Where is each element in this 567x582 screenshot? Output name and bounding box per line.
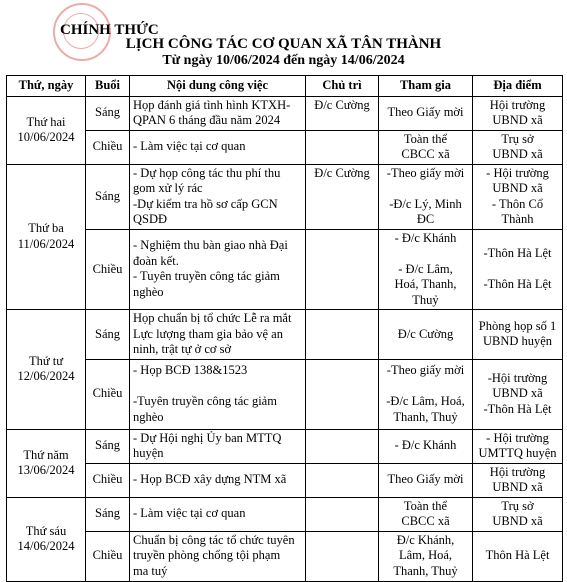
location-cell (473, 463, 563, 497)
content-cell-line: - Dự Hội nghị Ủy ban MTTQ (133, 430, 282, 445)
session-cell: Chiều (86, 359, 130, 429)
content-cell (130, 229, 306, 310)
location-cell (473, 164, 563, 229)
participants-cell (379, 429, 473, 463)
location-cell (473, 359, 563, 429)
content-cell (130, 96, 306, 130)
table-header-row (7, 76, 563, 97)
table-row (7, 359, 563, 429)
host-cell (306, 96, 379, 130)
table-row (7, 229, 563, 310)
host-cell (306, 463, 379, 497)
host-cell-line: Đ/c Cường (314, 165, 370, 180)
table-row (7, 429, 563, 463)
participants-cell-line: CBCC xã (401, 514, 450, 528)
day-cell (7, 164, 86, 310)
participants-cell-line: Toàn thể (403, 498, 448, 513)
participants-cell (379, 531, 473, 581)
location-cell (473, 497, 563, 531)
content-cell (130, 497, 306, 531)
column-header-session: Buổi (86, 76, 130, 97)
table-row (7, 497, 563, 531)
location-cell-line: -Thôn Hà Lệt (483, 401, 552, 416)
column-header-participants: Tham gia (379, 76, 473, 97)
participants-cell-line: -Theo giấy mời (386, 363, 465, 377)
participants-cell (379, 229, 473, 310)
location-cell-line: UBND xã (492, 514, 543, 528)
table-row (7, 130, 563, 164)
participants-cell (379, 359, 473, 429)
content-cell (130, 130, 306, 164)
host-cell (306, 164, 379, 229)
day-cell (7, 429, 86, 497)
location-cell (473, 229, 563, 310)
content-cell-line: - Nghiệm thu bàn giao nhà Đại (133, 238, 288, 253)
content-cell (130, 429, 306, 463)
schedule-body (7, 96, 563, 581)
content-cell-line: nghèo (133, 284, 164, 299)
participants-cell (379, 497, 473, 531)
session-cell: Sáng (86, 497, 130, 531)
content-cell (130, 164, 306, 229)
content-cell-line: Lực lượng tham gia bảo vệ an (133, 326, 283, 341)
location-cell-line: - Thôn Cổ (491, 196, 544, 211)
content-cell-line: Họp đánh giá tình hình KTXH- (133, 97, 291, 112)
location-cell-line: Hội trường (489, 464, 546, 479)
location-cell-line: UBND xã (492, 386, 543, 401)
location-cell-line: Trụ sở (501, 131, 534, 146)
day-cell-line: Thứ hai (26, 114, 66, 129)
content-cell-line: ninh, trật tự ở cơ sở (133, 342, 232, 356)
day-cell-line: 14/06/2024 (17, 539, 75, 553)
participants-cell-line: Theo Giấy mời (387, 472, 464, 487)
participants-cell-line: -Đ/c Lý, Minh (389, 196, 462, 211)
participants-cell-line (382, 379, 469, 395)
participants-cell (379, 96, 473, 130)
session-cell: Chiều (86, 463, 130, 497)
session-cell: Sáng (86, 429, 130, 463)
host-cell (306, 359, 379, 429)
day-cell-line: 10/06/2024 (17, 130, 75, 144)
content-cell-line: - Tuyên truyền công tác giảm (133, 269, 280, 284)
day-cell (7, 96, 86, 164)
content-cell-line: ma tuý (133, 563, 168, 578)
participants-cell-line: Đ/c Khánh, (396, 532, 455, 547)
content-cell (130, 531, 306, 581)
location-cell-line: -Thôn Hà Lệt (483, 277, 552, 291)
host-cell (306, 310, 379, 360)
content-cell-line: - Họp BCĐ xây dựng NTM xã (133, 472, 287, 487)
location-cell-line: -Hội trường (487, 370, 548, 385)
location-cell-line: - Hội trường (486, 430, 549, 445)
location-cell-line: UMTTQ huyện (478, 446, 557, 460)
host-cell (306, 429, 379, 463)
participants-cell-line: Toàn thể (403, 131, 448, 146)
participants-cell-line: -Theo giấy mời (386, 165, 465, 180)
table-row (7, 531, 563, 581)
column-header-host: Chủ trì (306, 76, 379, 97)
location-cell (473, 310, 563, 360)
participants-cell-line: Thanh, Thuỷ (393, 563, 458, 578)
content-cell-line: gom xử lý rác (133, 181, 203, 195)
participants-cell-line: Hoá, Thanh, (394, 277, 457, 291)
host-cell (306, 130, 379, 164)
day-cell (7, 497, 86, 581)
table-row (7, 463, 563, 497)
page-title: LỊCH CÔNG TÁC CƠ QUAN XÃ TÂN THÀNH (125, 36, 442, 52)
participants-cell-line: Lâm, Hoá, (398, 548, 453, 563)
day-cell-line: 13/06/2024 (17, 463, 75, 477)
location-cell-line: Trụ sở (501, 498, 534, 513)
content-cell-line: - Làm việc tại cơ quan (133, 139, 246, 154)
column-header-location: Địa điểm (473, 76, 563, 97)
session-cell: Sáng (86, 310, 130, 360)
content-cell-line: nghèo (133, 409, 164, 424)
session-cell: Chiều (86, 531, 130, 581)
participants-cell-line (382, 181, 469, 197)
table-row (7, 96, 563, 130)
location-cell-line: UBND xã (492, 181, 543, 195)
content-cell (130, 463, 306, 497)
location-cell-line: UBND xã (492, 147, 543, 161)
date-range-subtitle: Từ ngày 10/06/2024 đến ngày 14/06/2024 (162, 53, 405, 68)
location-cell-line: Thành (501, 212, 534, 226)
location-cell (473, 130, 563, 164)
participants-cell-line: Theo Giấy mời (387, 105, 464, 120)
content-cell-line: Họp chuẩn bị tổ chức Lễ ra mắt (133, 311, 292, 325)
participants-cell-line: ĐC (416, 212, 435, 226)
location-cell-line: Hội trường (489, 97, 546, 112)
official-label: CHÍNH THỨC (60, 22, 159, 38)
participants-cell (379, 130, 473, 164)
location-cell-line: UBND xã (492, 113, 543, 127)
schedule-table (6, 75, 563, 582)
participants-cell-line: - Đ/c Lâm, (398, 261, 453, 276)
location-cell (473, 429, 563, 463)
participants-cell (379, 463, 473, 497)
content-cell-line: -Tuyên truyền công tác giảm (133, 394, 277, 408)
column-header-day: Thứ, ngày (7, 76, 86, 97)
participants-cell-line (382, 246, 469, 262)
participants-cell-line: - Đ/c Khánh (394, 438, 457, 453)
location-cell-line: -Thôn Hà Lệt (483, 246, 552, 260)
day-cell (7, 310, 86, 430)
day-cell-line: Thứ tư (28, 353, 64, 368)
day-cell-line: Thứ ba (28, 221, 64, 236)
content-cell-line: QSDĐ (133, 212, 168, 226)
content-cell-line: đoàn kết. (133, 253, 179, 268)
content-cell-line: - Họp BCĐ 138&1523 (133, 363, 248, 377)
host-cell (306, 229, 379, 310)
day-cell-line: 12/06/2024 (17, 369, 75, 384)
location-cell (473, 96, 563, 130)
content-cell-line: QPAN 6 tháng đầu năm 2024 (133, 113, 281, 127)
location-cell-line: Thôn Hà Lệt (485, 548, 550, 563)
table-row (7, 164, 563, 229)
participants-cell-line: - Đ/c Khánh (394, 230, 457, 245)
location-cell-line: UBND huyện (482, 334, 553, 349)
participants-cell (379, 164, 473, 229)
session-cell: Chiều (86, 229, 130, 310)
table-row (7, 310, 563, 360)
location-cell-line: Phòng họp số 1 (478, 318, 557, 333)
content-cell-line: truyền phòng chống tội phạm (133, 548, 281, 563)
content-cell-line (133, 379, 302, 395)
participants-cell-line: -Đ/c Lâm, Hoá, (386, 394, 465, 408)
content-cell-line: -Dự kiểm tra hồ sơ cấp GCN (133, 196, 278, 211)
session-cell: Chiều (86, 130, 130, 164)
participants-cell-line: Thuỷ (412, 292, 439, 307)
location-cell-line (476, 262, 559, 278)
content-cell-line: huyện (133, 446, 164, 460)
participants-cell-line: Đ/c Cường (397, 326, 454, 341)
content-cell-line: Chuẩn bị công tác tổ chức tuyên (133, 532, 295, 547)
host-cell (306, 531, 379, 581)
content-cell-line: - Dự họp công tác thu phí thu (133, 165, 281, 180)
content-cell (130, 359, 306, 429)
host-cell (306, 497, 379, 531)
location-cell-line: - Hội trường (486, 165, 549, 180)
host-cell-line: Đ/c Cường (314, 97, 370, 112)
column-header-content: Nội dung công việc (130, 76, 306, 97)
participants-cell (379, 310, 473, 360)
participants-cell-line: CBCC xã (401, 147, 450, 161)
location-cell-line: UBND xã (492, 480, 543, 494)
day-cell-line: 11/06/2024 (17, 236, 75, 251)
session-cell: Sáng (86, 96, 130, 130)
location-cell (473, 531, 563, 581)
session-cell: Sáng (86, 164, 130, 229)
participants-cell-line: Thanh, Thuỷ (393, 409, 458, 424)
day-cell-line: Thứ sáu (25, 523, 67, 538)
content-cell (130, 310, 306, 360)
day-cell-line: Thứ năm (23, 447, 69, 462)
content-cell-line: - Làm việc tại cơ quan (133, 506, 246, 521)
